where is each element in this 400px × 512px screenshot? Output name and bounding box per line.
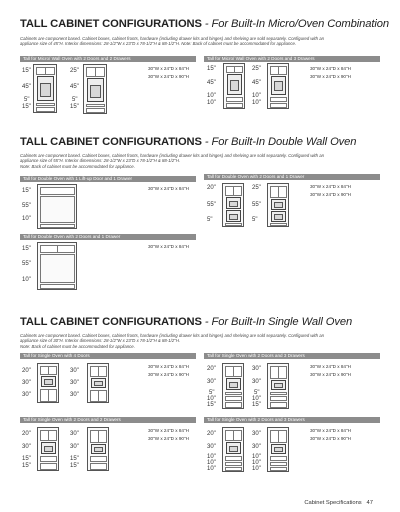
cabinet-drawing xyxy=(37,242,77,290)
cabinet-drawing xyxy=(267,427,289,472)
cabinet-drawing xyxy=(222,427,244,472)
config-bar: Tall for Double Oven with 2 Doors and 1 Drawer xyxy=(20,234,196,240)
dimension-text: 30"W x 24"D x 84"H xyxy=(148,186,189,191)
dimension-text: 30"W x 24"D x 90"H xyxy=(310,192,351,197)
section-note-micro-oven: Cabinets are component based. Cabinet boxes, cabinet fronts, hardware (including drawer kits and hinges) and shelving are sold separately. Configured with an appliance size of 45"H. Interior dimensions: 28-1/2"W x 23"D x 78-1/2"H & 88-1/2"H. Note: Back of cabinet must be accommodated for appliance. xyxy=(20,36,324,47)
dimension-label: 25" xyxy=(252,185,261,191)
dimension-label: 15" xyxy=(22,246,31,252)
dimension-text: 30"W x 24"D x 84"H xyxy=(310,66,351,71)
section-note-single-oven: Cabinets are component based. Cabinet boxes, cabinet fronts, hardware (including drawer kits and hinges) and shelving are sold separately. Configured with an appliance size of 30"H. Interior dimensions: 28-1/2"W x 23"D x 78-1/2"H & 88-1/2"H. Note: Back of cabinet must be accommodated for appliance. xyxy=(20,333,324,349)
dimension-label: 10" xyxy=(252,466,261,472)
dimension-label: 5" xyxy=(252,217,258,223)
cabinet-drawing xyxy=(37,363,59,403)
dimension-label: 15" xyxy=(70,463,79,469)
dimension-label: 45" xyxy=(252,80,261,86)
dimension-label: 30" xyxy=(252,431,261,437)
dimension-label: 5" xyxy=(207,217,213,223)
cabinet-drawing xyxy=(267,183,289,227)
section-note-double-oven: Cabinets are component based. Cabinet boxes, cabinet fronts, hardware (including drawer kits and hinges) and shelving are sold separately. Configured with an appliance size of 55"H. Interior dimensions: 28-1/2"W x 23"D x 78-1/2"H & 88-1/2"H. Note: Back of cabinet must be accommodated for appliance. xyxy=(20,153,324,169)
page-footer xyxy=(304,500,373,506)
dimension-label: 15" xyxy=(22,463,31,469)
config-bar: Tall for Micro/ Wall Oven with 2 Doors and 3 Drawers xyxy=(204,56,380,62)
cabinet-drawing xyxy=(83,64,107,114)
dimension-label: 10" xyxy=(252,100,261,106)
cabinet-drawing xyxy=(33,64,57,113)
dimension-label: 30" xyxy=(70,380,79,386)
cabinet-drawing xyxy=(87,363,109,403)
config-bar: Tall for Micro/ Wall Oven with 2 Doors and 2 Drawers xyxy=(20,56,196,62)
cabinet-drawing xyxy=(267,63,289,109)
dimension-text: 30"W x 24"D x 90"H xyxy=(148,436,189,441)
dimension-label: 45" xyxy=(70,84,79,90)
dimension-text: 30"W x 24"D x 84"H xyxy=(148,244,189,249)
dimension-label: 30" xyxy=(70,392,79,398)
dimension-text: 30"W x 24"D x 90"H xyxy=(310,436,351,441)
cabinet-drawing xyxy=(37,184,77,229)
dimension-label: 30" xyxy=(70,431,79,437)
dimension-label: 15" xyxy=(22,456,31,462)
dimension-text: 30"W x 24"D x 84"H xyxy=(310,184,351,189)
config-bar: Tall for Single Oven with 4 Doors xyxy=(20,353,196,359)
dimension-label: 10" xyxy=(252,460,261,466)
dimension-label: 20" xyxy=(22,431,31,437)
dimension-text: 30"W x 24"D x 90"H xyxy=(148,372,189,377)
dimension-label: 10" xyxy=(252,454,261,460)
dimension-label: 45" xyxy=(22,84,31,90)
dimension-label: 10" xyxy=(252,396,261,402)
dimension-label: 20" xyxy=(207,366,216,372)
dimension-label: 20" xyxy=(207,431,216,437)
dimension-text: 30"W x 24"D x 90"H xyxy=(310,74,351,79)
dimension-label: 10" xyxy=(207,396,216,402)
page-number: 47 xyxy=(366,500,373,506)
dimension-label: 15" xyxy=(22,188,31,194)
dimension-text: 30"W x 24"D x 84"H xyxy=(310,364,351,369)
dimension-label: 15" xyxy=(207,402,216,408)
dimension-label: 10" xyxy=(207,100,216,106)
dimension-label: 15" xyxy=(70,104,79,110)
section-title-double-oven: TALL CABINET CONFIGURATIONS - For Built-In Double Wall Oven xyxy=(20,136,357,148)
dimension-label: 10" xyxy=(207,454,216,460)
dimension-label: 45" xyxy=(207,80,216,86)
cabinet-drawing xyxy=(87,427,109,471)
dimension-label: 30" xyxy=(70,444,79,450)
section-title-micro-oven: TALL CABINET CONFIGURATIONS - For Built-In Micro/Oven Combination xyxy=(20,18,389,30)
dimension-label: 5" xyxy=(72,97,78,103)
dimension-label: 5" xyxy=(209,390,215,396)
dimension-label: 20" xyxy=(22,368,31,374)
dimension-label: 30" xyxy=(252,379,261,385)
dimension-text: 30"W x 24"D x 90"H xyxy=(148,74,189,79)
dimension-label: 55" xyxy=(207,202,216,208)
dimension-text: 30"W x 24"D x 90"H xyxy=(310,372,351,377)
dimension-label: 15" xyxy=(22,104,31,110)
dimension-label: 30" xyxy=(22,444,31,450)
dimension-label: 10" xyxy=(252,93,261,99)
cabinet-drawing xyxy=(267,363,289,409)
dimension-text: 30"W x 24"D x 84"H xyxy=(148,364,189,369)
dimension-label: 5" xyxy=(24,97,30,103)
cabinet-drawing xyxy=(222,363,244,409)
dimension-label: 30" xyxy=(207,379,216,385)
dimension-label: 20" xyxy=(207,185,216,191)
dimension-label: 55" xyxy=(22,261,31,267)
dimension-label: 10" xyxy=(207,460,216,466)
config-bar: Tall for Single Oven with 2 Doors and 3 Drawers xyxy=(204,417,380,423)
dimension-label: 15" xyxy=(22,68,31,74)
dimension-label: 10" xyxy=(207,466,216,472)
cabinet-drawing xyxy=(222,183,244,227)
dimension-label: 10" xyxy=(22,216,31,222)
footer-text: Cabinet Specifications xyxy=(304,500,362,506)
dimension-label: 25" xyxy=(70,68,79,74)
dimension-label: 30" xyxy=(70,368,79,374)
config-bar: Tall for Double Oven with 2 Doors and 1 Drawer xyxy=(204,174,380,180)
dimension-label: 15" xyxy=(252,402,261,408)
config-bar: Tall for Single Oven with 2 Doors and 2 Drawers xyxy=(20,417,196,423)
dimension-label: 30" xyxy=(207,444,216,450)
dimension-text: 30"W x 24"D x 84"H xyxy=(310,428,351,433)
section-title-single-oven: TALL CABINET CONFIGURATIONS - For Built-In Single Wall Oven xyxy=(20,316,353,328)
dimension-label: 10" xyxy=(22,277,31,283)
cabinet-drawing xyxy=(37,427,59,471)
dimension-label: 5" xyxy=(254,390,260,396)
dimension-label: 15" xyxy=(70,456,79,462)
dimension-label: 15" xyxy=(207,66,216,72)
config-bar: Tall for Double Oven with 1 Lift-up Door and 1 Drawer xyxy=(20,176,196,182)
dimension-label: 10" xyxy=(207,93,216,99)
dimension-label: 25" xyxy=(252,66,261,72)
dimension-label: 30" xyxy=(22,392,31,398)
cabinet-drawing xyxy=(223,63,245,109)
dimension-label: 30" xyxy=(22,380,31,386)
config-bar: Tall for Single Oven with 2 Doors and 3 Drawers xyxy=(204,353,380,359)
dimension-text: 30"W x 24"D x 84"H xyxy=(148,66,189,71)
dimension-label: 55" xyxy=(252,202,261,208)
dimension-label: 55" xyxy=(22,203,31,209)
dimension-text: 30"W x 24"D x 84"H xyxy=(148,428,189,433)
dimension-label: 30" xyxy=(252,366,261,372)
dimension-label: 30" xyxy=(252,444,261,450)
